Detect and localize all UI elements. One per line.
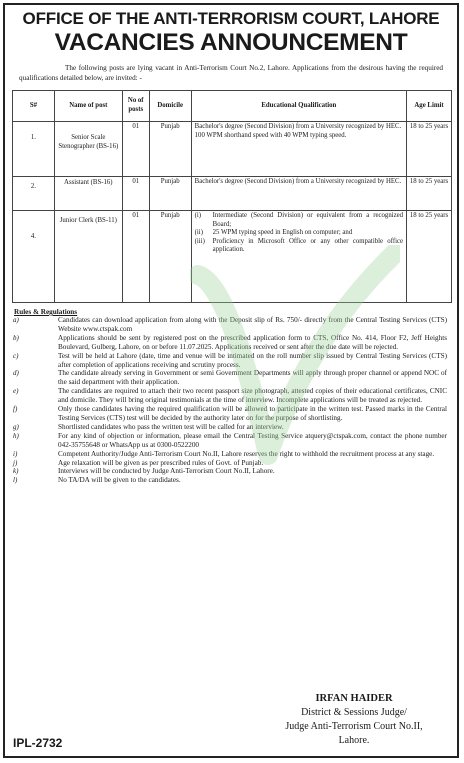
rule-text: Test will be held at Lahore (date, time and venue will be intimated on the roll number slip issued by Central Testing Services (CTS) after completion of applications receiving and scrutiny process. (58, 351, 447, 369)
rule-letter: k) (13, 467, 19, 476)
cell-posts: 01 (122, 177, 149, 211)
rule-item (13, 432, 447, 450)
cell-post: Senior Scale Stenographer (BS-16) (54, 122, 122, 177)
announcement-title: VACANCIES ANNOUNCEMENT (54, 29, 408, 56)
rule-item (13, 405, 447, 423)
rule-letter: b) (13, 333, 19, 342)
office-heading: OFFICE OF THE ANTI-TERRORISM COURT, LAHORE (22, 9, 440, 28)
cell-domicile: Punjab (149, 122, 191, 177)
cell-sr: 2. (13, 177, 55, 211)
signatory-court: Judge Anti-Terrorism Court No.II, (285, 721, 423, 732)
table-row (13, 122, 452, 177)
rule-text: The candidates are required to attach their two recent passport size photograph, attested copies of their educational certificates, CNIC and domicile. They will bring original testimonials at the time of interview. Incomplete applications will be treated as rejected. (58, 387, 447, 405)
rule-text: Applications should be sent by registered post on the prescribed application form to CTS, Office No. 414, Floor F2, Jeff Heights Boulevard, Gulberg, Lahore, on or before 11.07.2025. Applications received or sent after the due date will be rejected. (58, 333, 447, 351)
col-header-domicile: Domicile (149, 91, 191, 122)
table-row (13, 211, 452, 303)
rule-text: Competent Authority/Judge Anti-Terrorism Court No.II, Lahore reserves the right to withhold the recruitment process at any stage. (58, 449, 435, 458)
cell-sr: 1. (13, 122, 55, 177)
col-header-sr: S# (13, 91, 55, 122)
qualification-item: (i) Intermediate (Second Division) or equivalent from a recognized Board; (194, 212, 404, 228)
cell-qualification (191, 211, 406, 303)
signatory-city: Lahore. (338, 735, 370, 746)
cell-domicile: Punjab (149, 211, 191, 303)
rule-text: No TA/DA will be given to the candidates. (58, 476, 181, 485)
cell-sr: 4. (13, 211, 55, 303)
qualification-item: (ii) 25 WPM typing speed in English on computer; and (194, 229, 353, 237)
cell-qualification: Bachelor's degree (Second Division) from a University recognized by HEC. 100 WPM shorthand speed with 40 WPM typing speed. (191, 122, 406, 177)
rules-list (5, 316, 457, 485)
rule-text: Interviews will be conducted by Judge Anti-Terrorism Court No.II, Lahore. (58, 467, 275, 476)
rule-item (13, 450, 447, 459)
rule-text: The candidate already serving in Government or semi Government Departments will apply through proper channel or append NOC of the said department with their application. (58, 369, 447, 387)
rule-letter: i) (13, 449, 18, 458)
qualification-item: (iii) Proficiency in Microsoft Office or any other compatible office application. (194, 237, 404, 254)
rule-letter: h) (13, 431, 19, 440)
rule-text: Age relaxation will be given as per prescribed rules of Govt. of Punjab. (58, 458, 264, 467)
rule-text: Shortlisted candidates who pass the written test will be called for an interview. (58, 422, 284, 431)
rule-item (13, 459, 447, 468)
cell-posts: 01 (122, 211, 149, 303)
rule-item (13, 387, 447, 405)
rule-item (13, 476, 447, 485)
col-header-post: Name of post (54, 91, 122, 122)
rule-item (13, 316, 447, 334)
vacancies-table (12, 90, 452, 303)
rule-item (13, 423, 447, 432)
rule-text: For any kind of objection or information, please email the Central Testing Service atquery@ctspak.com, contact the phone number 042-35755648 or WhatsApp us at 0300-0522200 (58, 431, 447, 449)
signatory-title: District & Sessions Judge/ (301, 707, 407, 718)
rule-item (13, 334, 447, 352)
cell-post: Assistant (BS-16) (54, 177, 122, 211)
rules-heading: Rules & Regulations (14, 308, 78, 316)
signature-block (269, 692, 439, 748)
rule-letter: j) (13, 458, 18, 467)
col-header-qualification: Educational Qualification (191, 91, 406, 122)
intro-paragraph: The following posts are lying vacant in Anti-Terrorism Court No.2, Lahore. Applications from the desirous having the required qualifications detailed below, are invited: - (19, 64, 443, 82)
col-header-age: Age Limit (407, 91, 452, 122)
ipl-number: IPL-2732 (13, 736, 63, 750)
rule-letter: g) (13, 422, 19, 431)
cell-age: 18 to 25 years (407, 122, 452, 177)
col-header-posts: No of posts (122, 91, 149, 122)
cell-age: 18 to 25 years (407, 177, 452, 211)
cell-domicile: Punjab (149, 177, 191, 211)
signatory-name: IRFAN HAIDER (315, 693, 393, 704)
rule-letter: f) (13, 405, 18, 414)
rule-item (13, 369, 447, 387)
vacancy-notice (3, 3, 459, 758)
table-row (13, 177, 452, 211)
cell-age: 18 to 25 years (407, 211, 452, 303)
cell-post: Junior Clerk (BS-11) (54, 211, 122, 303)
table-header-row (13, 91, 452, 122)
rule-item (13, 352, 447, 370)
rule-text: Only those candidates having the required qualification will be allowed to participate in the written test. Passed marks in the Central Testing Services (CTS) test will be decided by the authority later on for the purpose of shortlisting. (58, 405, 447, 422)
rule-letter: e) (13, 387, 19, 396)
rule-letter: c) (13, 351, 19, 360)
rule-letter: l) (13, 476, 18, 485)
rule-letter: a) (13, 316, 19, 324)
rule-item (13, 467, 447, 476)
rule-text: Candidates can download application from along with the Deposit slip of Rs. 750/- directly from the Central Testing Services (CTS) Website www.ctspak.com (58, 316, 447, 333)
cell-qualification: Bachelor's degree (Second Division) from a University recognized by HEC. (191, 177, 406, 211)
cell-posts: 01 (122, 122, 149, 177)
rule-letter: d) (13, 369, 19, 378)
